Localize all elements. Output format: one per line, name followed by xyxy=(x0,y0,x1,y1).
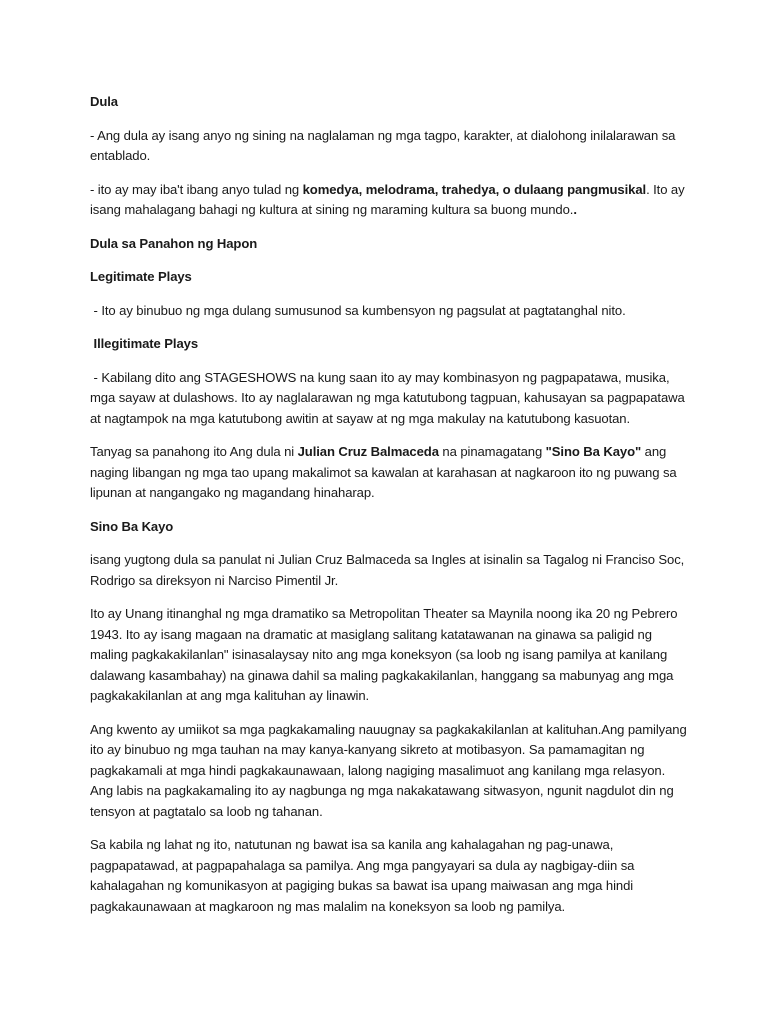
paragraph-sino-4: Sa kabila ng lahat ng ito, natutunan ng bawat isa sa kanila ang kahalagahan ng pag-unawa, pagpapatawad, at pagpapahalaga sa pamilya. Ang mga pangyayari sa dula ay nagbigay-diin sa kahalagahan ng komunikasyon at pagiging bukas sa bawat isa upang maiwasan ang mga hindi pagkakaunawaan at magkaroon ng mas malalim na koneksyon sa loob ng pamilya. xyxy=(90,837,635,914)
tanyag-text-2: na pinamagatang xyxy=(438,444,546,459)
paragraph-sino-2: Ito ay Unang itinanghal ng mga dramatiko sa Metropolitan Theater sa Maynila noong ika 20 ng Pebrero 1943. Ito ay isang magaan na dramatic at masiglang salitang katatawanan na ginawa sa paligid ng maling pagkakakilanlan" isinasalaysay nito ang mga koneksyon (sa loob ng isang pamilya at kanilang dalawang kasambahay) na ginawa dahil sa maling pagkakakilanlan, hanggang sa mabunyag ang mga pagkakakilanlan at ang mga kalituhan ay linawin. xyxy=(90,606,678,703)
tanyag-text-3: ang naging libangan ng mga tao upang makalimot sa kawalan at karahasan at nagkaroon ito ng puwang sa lipunan at nangangako ng magandang hinaharap. xyxy=(90,444,677,500)
paragraph-tanyag xyxy=(90,442,690,504)
heading-sino-ba-kayo: Sino Ba Kayo xyxy=(90,518,174,534)
heading-illegitimate-plays: Illegitimate Plays xyxy=(90,336,198,351)
heading-legitimate-plays: Legitimate Plays xyxy=(90,269,192,284)
forms-text-end: . Ito ay isang mahalagang bahagi ng kultura at sining ng maraming kultura sa buong mundo. xyxy=(90,181,685,217)
paragraph-sino-3: Ang kwento ay umiikot sa mga pagkakamaling nauugnay sa pagkakakilanlan at kalituhan.Ang pamilyang ito ay binubuo ng mga tauhan na may kanya-kanyang sikreto at motibasyon. Sa pamamagitan ng pagkakamali at mga hindi pagkakaunawaan, lalong nagiging masalimuot ang kanilang mga relasyon. Ang labis na pagkakamaling ito ay nagbunga ng mga nakakatawang sitwasyon, ngunit nagdulot din ng tensyon at pagtatalo sa loob ng tahanan. xyxy=(90,721,687,819)
paragraph-forms xyxy=(90,180,690,221)
document-page xyxy=(90,92,690,930)
forms-text-start: - ito ay may iba't ibang anyo tulad ng xyxy=(90,181,303,197)
forms-bold-list: komedya, melodrama, trahedya, o dulaang pangmusikal xyxy=(302,181,647,197)
tanyag-title: "Sino Ba Kayo" xyxy=(545,444,642,459)
tanyag-author: Julian Cruz Balmaceda xyxy=(297,444,439,459)
heading-panahon-hapon: Dula sa Panahon ng Hapon xyxy=(90,235,258,251)
heading-dula: Dula xyxy=(90,94,118,109)
paragraph-sino-1: isang yugtong dula sa panulat ni Julian Cruz Balmaceda sa Ingles at isinalin sa Tagalog ni Franciso Soc, Rodrigo sa direksyon ni Narciso Pimentil Jr. xyxy=(90,552,685,588)
paragraph-illegitimate: - Kabilang dito ang STAGESHOWS na kung saan ito ay may kombinasyon ng pagpapatawa, musika, mga sayaw at dulashows. Ito ay naglalarawan ng mga katutubong tagpuan, kahusayan sa pagpapatawa at nagtampok na mga katutubong awitin at sayaw at ng mga makulay na katutubong kasuotan. xyxy=(90,369,689,426)
tanyag-text-1: Tanyag sa panahong ito Ang dula ni xyxy=(90,444,298,459)
paragraph-definition: - Ang dula ay isang anyo ng sining na naglalaman ng mga tagpo, karakter, at dialohong inilalarawan sa entablado. xyxy=(90,127,676,163)
paragraph-legitimate: - Ito ay binubuo ng mga dulang sumusunod sa kumbensyon ng pagsulat at pagtatanghal nito. xyxy=(90,302,626,318)
forms-bold-period: . xyxy=(573,202,577,217)
